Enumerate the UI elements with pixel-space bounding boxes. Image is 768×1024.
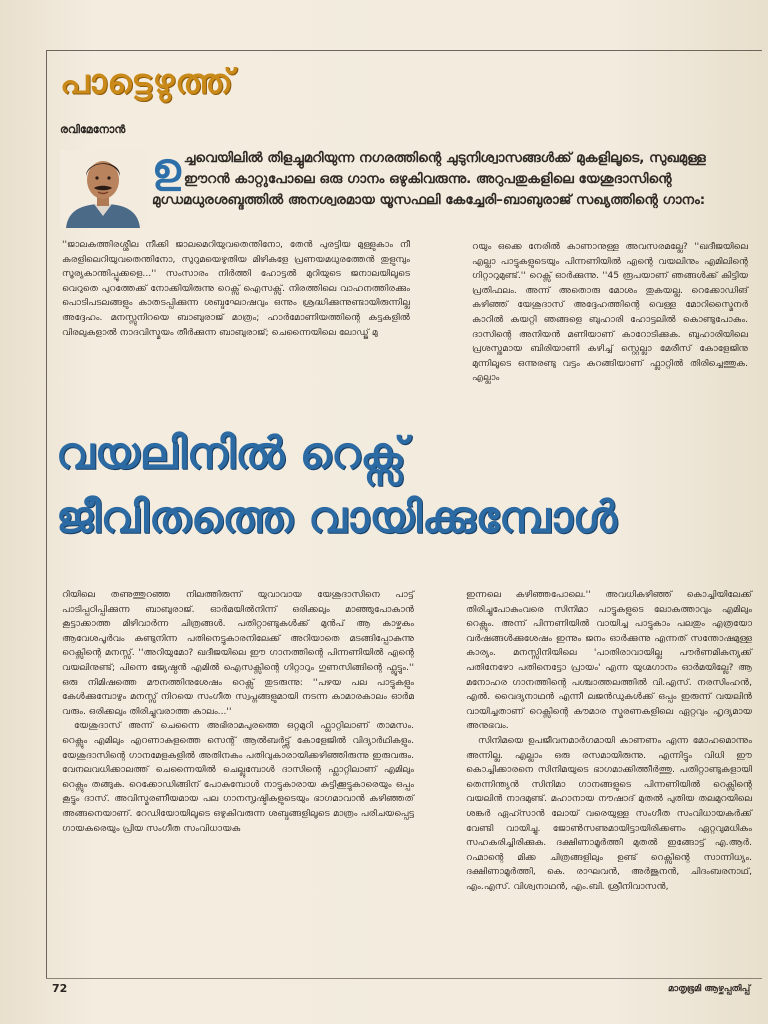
body-column-3 [62,588,414,836]
frame-left-rule [46,50,47,978]
column-3-paragraph-1: റിയിലെ തണുത്തുറഞ്ഞ നിലത്തിരുന്ന് യുവാവായ യേശുദാസിനെ പാട്ട് പാടിപ്പഠിപ്പിക്കുന്ന ബാബുരാജ്. ഓർമയിൽനിന്ന് ഒരിക്കലും മാഞ്ഞുപോകാൻ കൂട്ടാക്കാത്ത മിഴിവാർന്ന ചിത്രങ്ങൾ. പതിറ്റാണ്ടുകൾക്ക് മുൻപ് ആ കാഴ്ചകം ആവേശപൂർവം കണ്ടുനിന്ന പതിനെട്ടുകാരനിലേക്ക് അറിയാതെ മടങ്ങിപ്പോകുന്നു റെക്സിന്റെ മനസ്സ്. ''അറിയുമോ? ഖദീജയിലെ ഈ ഗാനത്തിന്റെ പിന്നണിയിൽ എന്റെ വയലിനുണ്ട്; പിന്നെ ജ്യേഷ്ഠൻ എമിൽ ഐസക്സിന്റെ ഗിറ്റാറും ഗുണസിങ്ങിന്റെ ഫ്ലൂട്ടും.'' ഒരു നിമിഷത്തെ മൗനത്തിനുശേഷം റെക്സ് തുടരുന്നു: ''പഴയ പല പാട്ടുകളും കേൾക്കുമ്പോഴും മനസ്സ് നിറയെ സംഗീത സ്വപ്നങ്ങളുമായി നടന്ന കാമാരകാലം ഓർമ വരും. ഒരിക്കലും തിരിച്ചുവരാത്ത കാലം...'' [62,589,414,717]
column-4-paragraph-2: സിനിമയെ ഉപജീവനമാർഗമായി കാണണം എന്ന മോഹമൊന്നും അന്നില്ല. എല്ലാം ഒരു രസമായിരുന്നു. എന്നിട്ടും വിധി ഈ കൊച്ചിക്കാരനെ സിനിമയുടെ ഭാഗമാക്കിത്തീർത്തു. പതിറ്റാണ്ടുകളായി തെന്നിന്ത്യൻ സിനിമാ ഗാനങ്ങളുടെ പിന്നണിയിൽ റെക്സിന്റെ വയലിൻ നാദമുണ്ട്. മഹാനായ നൗഷാദ് മുതൽ പുതിയ തലമുറയിലെ ശങ്കർ ഏഹ്സാൻ ലോയ് വരെയുള്ള സംഗീത സംവിധായകർക്ക് വേണ്ടി വായിച്ചു. ജോൺസണുമായിട്ടായിരിക്കണം ഏറ്റവുമധികം സഹകരിച്ചിരിക്കുക. ദക്ഷിണാമൂർത്തി മുതൽ ഇങ്ങോട്ട് എ.ആർ. റഹ്മാന്റെ മിക്ക ചിത്രങ്ങളിലും ഉണ്ട് റെക്സിന്റെ സാന്നിധ്യം. ദക്ഷിണാമൂർത്തി, കെ. രാഘവൻ, അർജുനൻ, ചിദംബരനാഥ്, എം.എസ്. വിശ്വനാഥൻ, എം.ബി. ശ്രീനിവാസൻ, [466,734,752,892]
headline-line-1: വയലിനിൽ റെക്സ് [56,428,407,479]
author-portrait-icon [60,150,146,228]
column-title: പാട്ടെഴുത്ത് [60,62,234,102]
body-column-2 [472,240,748,386]
drop-cap: ഉ [152,146,181,192]
page-number: 72 [52,982,68,995]
intro-paragraph [152,148,742,211]
column-4-paragraph-1: ഇന്നലെ കഴിഞ്ഞപോലെ.'' അവധികഴിഞ്ഞ് കൊച്ചിയിലേക്ക് തിരിച്ചുപോകുംവരെ സിനിമാ പാട്ടുകളുടെ ലോകത്താവും എമിലും റെക്സും. അന്ന് പിന്നണിയിൽ വായിച്ച പാട്ടുകാം പലതും എത്രയോ വർഷങ്ങൾക്കുശേഷം ഇന്നും ജനം ഓർക്കുന്നു എന്നത് സന്തോഷമുള്ള കാര്യം. മനസ്സിനിയിലെ 'പാതിരാവായില്ല പൗർണമികന്യക്ക് പതിനേഴോ പതിനെട്ടോ പ്രായം' എന്ന യുഗ്മഗാനം ഓർമയില്ലേ? ആ മനോഹര ഗാനത്തിന്റെ പശ്ചാത്തലത്തിൽ വി.എസ്. നരസിംഹൻ, എൽ. വൈദ്യനാഥൻ എന്നീ ലജൻഡുകൾക്ക് ഒപ്പം ഇരുന്ന് വയലിൻ വായിച്ചതാണ് റെക്സിന്റെ കൗമാര സ്മരണകളിലെ ഏറ്റവും ഹൃദ്യമായ അനുഭവം. [466,589,752,732]
body-column-1 [62,238,410,340]
author-name: രവിമേനോൻ [60,123,126,136]
column-2-paragraph: റയും ഒക്കെ നേരിൽ കാണാനുള്ള അവസരമല്ലേ? ''ഖദീജയിലെ എല്ലാ പാട്ടുകളുടെയും പിന്നണിയിൽ എന്റെ വയലിനും എമിലിന്റെ ഗിറ്റാറുമുണ്ട്.'' റെക്സ് ഓർക്കുന്നു. ''45 രൂപയാണ് ഞങ്ങൾക്ക് കിട്ടിയ പ്രതിഫലം. അന്ന് അതൊരു മോശം തുകയല്ല. റെക്കോഡിങ് കഴിഞ്ഞ് യേശുദാസ് അദ്ദേഹത്തിന്റെ വെള്ള മോറിസ്മൈനർ കാറിൽ കയറ്റി ഞങ്ങളെ ബുഹാരി ഹോട്ടലിൽ കൊണ്ടുപോകും. ദാസിന്റെ അനിയൻ മണിയാണ് കാറോടിക്കുക. ബുഹാരിയിലെ പ്രശസ്തമായ ബിരിയാണി കഴിച്ച് സ്റ്റെല്ലാ മേരീസ് കോളേജിനു മുന്നിലൂടെ ഒന്നുരണ്ടു വട്ടം കറങ്ങിയാണ് ഫ്ലാറ്റിൽ തിരിച്ചെത്തുക. എല്ലാം [472,241,748,384]
frame-bottom-rule [46,978,762,979]
column-1-paragraph: ''ജാലകത്തിരശ്ശീല നീക്കി ജാലമെറിയുവതെന്തിനോ, തേൻ പുരട്ടിയ മുള്ളുകാം നീ കരളിലെറിയുവതെന്തിനോ, സുറുമയെഴുതിയ മിഴികളേ പ്രണയമധുരത്തേൻ തുളുമ്പും സൂര്യകാന്തിപ്പൂക്കളെ...'' സംസാരം നിർത്തി ഹോട്ടൽ മുറിയുടെ ജനാലയിലൂടെ വെറുതെ പുറത്തേക്ക് നോക്കിയിരുന്നു റെക്സ് ഐസക്സ്. നിരത്തിലെ വാഹനത്തിരക്കും പൊടിപടലങ്ങളും കാതടപ്പിക്കുന്ന ശബ്ദഘോഷവും ഒന്നും ശ്രദ്ധിക്കുന്നുണ്ടായിരുന്നില്ല അദ്ദേഹം. മനസ്സുനിറയെ ബാബുരാജ് മാത്രം; ഹാർമോണിയത്തിന്റെ കട്ടകളിൽ വിരലുകളാൽ നാദവിസ്മയം തീർക്കുന്ന ബാബുരാജ്; ചെന്നൈയിലെ ലോഡ്ജ് മു [62,239,410,338]
frame-top-rule [46,50,762,51]
article-headline [56,422,756,550]
intro-text: ച്ചവെയിലിൽ തിളച്ചുമറിയുന്ന നഗരത്തിന്റെ ചുടുനിശ്വാസങ്ങൾക്ക് മുകളിലൂടെ, സുഖമുള്ള ഈറൻ കാറ്റുപോലെ ഒരു ഗാനം ഒഴുകിവരുന്നു. അറുപതുകളിലെ യേശുദാസിന്റെ മുഗ്ധമധുരശബ്ദത്തിൽ അനശ്വരമായ യൂസഫലി കേച്ചേരി–ബാബുരാജ് സഖ്യത്തിന്റെ ഗാനം: [152,150,706,208]
headline-line-2: ജീവിതത്തെ വായിക്കുമ്പോൾ [56,492,617,543]
magazine-name: മാതൃഭൂമി ആഴ്ചപ്പതിപ്പ് [668,984,751,994]
column-3-paragraph-2: യേശുദാസ് അന്ന് ചെന്നൈ അഭിരാമപുരത്തെ ഒറ്റമുറി ഫ്ലാറ്റിലാണ് താമസം. റെക്സും എമിലും എറണാകുളത്തെ സെന്റ് ആൽബർട്ട്സ് കോളേജിൽ വിദ്യാർഥികളും. യേശുദാസിന്റെ ഗാനമേളകളിൽ അതിനകം പതിവുകാരായിക്കഴിഞ്ഞിരുന്നു ഇരുവരും. വേനലവധിക്കാലത്ത് ചെന്നൈയിൽ ചെല്ലുമ്പോൾ ദാസിന്റെ ഫ്ലാറ്റിലാണ് എമിലും റെക്സും തങ്ങുക. റെക്കോഡിങ്ങിന് പോകുമ്പോൾ നാട്ടുകാരായ കുട്ടിക്കൂട്ടുകാരെയും ഒപ്പം കൂട്ടും ദാസ്. അവിസ്മരണീയമായ പല ഗാനസൃഷ്ടികളുടെയും ഭാഗമാവാൻ കഴിഞ്ഞത് അങ്ങനെയാണ്. റേഡിയോയിലൂടെ ഒഴുകിവരുന്ന ശബ്ദങ്ങളിലൂടെ മാത്രം പരിചയപ്പെട്ട ഗായകരെയും പ്രിയ സംഗീത സംവിധായക [62,720,414,834]
body-column-4 [466,588,752,894]
